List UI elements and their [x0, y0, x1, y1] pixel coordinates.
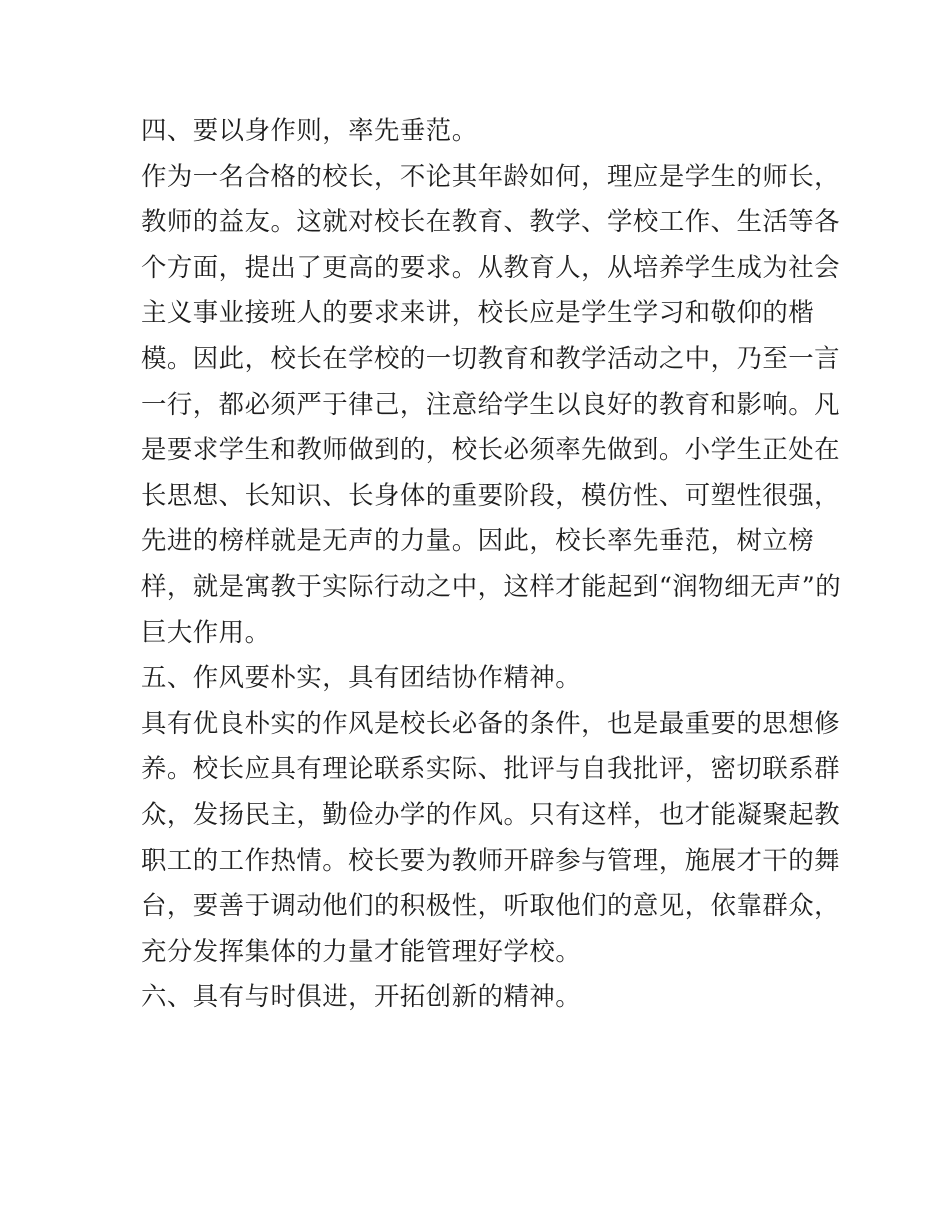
section-heading-6: 六、具有与时俱进，开拓创新的精神。	[141, 981, 582, 1012]
text-line: 先进的榜样就是无声的力量。因此，校长率先垂范，树立榜	[141, 525, 815, 556]
section-heading-5: 五、作风要朴实，具有团结协作精神。	[141, 662, 582, 693]
text-line: 个方面，提出了更高的要求。从教育人，从培养学生成为社会	[141, 251, 841, 282]
section-heading-4: 四、要以身作则，率先垂范。	[141, 115, 478, 145]
text-line: 众，发扬民主，勤俭办学的作风。只有这样，也才能凝聚起教	[141, 798, 841, 829]
text-line: 台，要善于调动他们的积极性，听取他们的意见，依靠群众，	[141, 890, 841, 921]
text-line: 教师的益友。这就对校长在教育、教学、学校工作、生活等各	[141, 206, 841, 237]
text-line: 作为一名合格的校长，不论其年龄如何，理应是学生的师长，	[141, 160, 841, 191]
text-line: 一行，都必须严于律己，注意给学生以良好的教育和影响。凡	[141, 388, 841, 419]
text-line: 是要求学生和教师做到的，校长必须率先做到。小学生正处在	[141, 434, 841, 465]
text-line: 样，就是寓教于实际行动之中，这样才能起到“润物细无声”的	[141, 570, 842, 601]
document-body	[141, 108, 842, 1020]
text-line: 养。校长应具有理论联系实际、批评与自我批评，密切联系群	[141, 753, 841, 784]
text-line: 充分发挥集体的力量才能管理好学校。	[141, 935, 582, 966]
text-line: 巨大作用。	[141, 616, 271, 647]
text-line: 长思想、长知识、长身体的重要阶段，模仿性、可塑性很强，	[141, 479, 841, 510]
text-line: 职工的工作热情。校长要为教师开辟参与管理，施展才干的舞	[141, 844, 841, 875]
text-line: 具有优良朴实的作风是校长必备的条件，也是最重要的思想修	[141, 707, 841, 738]
text-line: 主义事业接班人的要求来讲，校长应是学生学习和敬仰的楷	[141, 297, 815, 328]
text-line: 模。因此，校长在学校的一切教育和教学活动之中，乃至一言	[141, 342, 841, 373]
